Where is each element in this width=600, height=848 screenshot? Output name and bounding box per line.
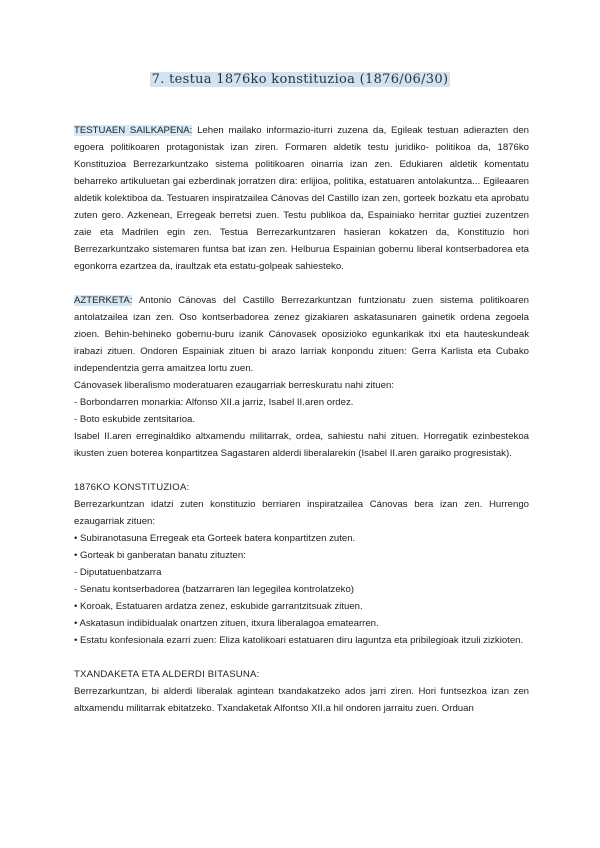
list-item: • Gorteak bi ganberatan banatu zituzten: [74,550,246,561]
section-azterketa-label: AZTERKETA: [74,295,133,306]
section-azterketa-closing: Isabel II.aren erreginaldiko altxamendu militarrak, ordea, sahiestu nahi zituen. Horregatik ezinbestekoa ikusten zuen boterea konpartitzea Sagastaren alderdi liberalarekin (Isabel II.aren garaiko progresistak). [74,431,529,459]
list-item: • Askatasun indibidualak onartzen zituen, itxura liberalagoa ematearren. [74,618,379,629]
document-body [74,122,529,734]
section-azterketa-paragraph [74,292,529,377]
section-sailkapena-paragraph [74,122,529,275]
list-item: • Subiranotasuna Erregeak eta Gorteek batera konpartitzen zuten. [74,533,356,544]
list-item: • Koroak, Estatuaren ardatza zenez, eskubide garrantzitsuak zituen. [74,601,363,612]
list-item: - Borbondarren monarkia: Alfonso XII.a jarriz, Isabel II.aren ordez. [74,397,354,408]
section-txandaketa-text: Berrezarkuntzan, bi alderdi liberalak agintean txandakatzeko ados jarri ziren. Hori funtsezkoa izan zen altxamendu militarrak ebitatzeko. Txandaketak Alfontso XII.a hil ondoren jarraitu zuen. Orduan [74,686,529,714]
section-sailkapena [74,122,529,275]
list-item: - Diputatuenbatzarra [74,567,162,578]
document-title-text: 7. testua 1876ko konstituzioa (1876/06/30) [151,72,449,87]
section-azterketa-text: Antonio Cánovas del Castillo Berrezarkuntzan funtzionatu zuen sistema politikoaren antolatzailea izan zen. Oso kontserbadorea zenez gizakiaren askatasunaren gainetik ordena zegoela zioen. Behin-behineko gobernu-buru izanik Cánovasek oposizioko egunkarikak itxi eta hauteskundeak irabazi zituen. Ondoren Espainiak zituen bi arazo larriak konpondu zituen: Gerra Karlista eta Cubako independentzia gerra amaitzea lortu zuen. [74,295,530,374]
list-item: - Boto eskubide zentsitarioa. [74,414,196,425]
section-sailkapena-label: TESTUAEN SAILKAPENA: [74,125,193,136]
section-konstituzioa-heading: 1876KO KONSTITUZIOA: [74,482,190,493]
section-azterketa [74,292,529,462]
list-item: • Estatu konfesionala ezarri zuen: Eliza katolikoari estatuaren diru laguntza eta pribilegioak itzuli zizkioten. [74,635,524,646]
section-konstituzioa [74,479,529,649]
list-item: - Senatu kontserbadorea (batzarraren lan legegilea kontrolatzeko) [74,584,354,595]
section-azterketa-intro: Cánovasek liberalismo moderatuaren ezaugarriak berreskuratu nahi zituen: [74,380,394,391]
section-txandaketa-heading: TXANDAKETA ETA ALDERDI BITASUNA: [74,669,260,680]
section-txandaketa [74,666,529,717]
section-sailkapena-text: Lehen mailako informazio-iturri zuzena da, Egileak testuan adierazten den egoera politikoaren protagonistak izan ziren. Formaren aldetik testu juridiko- politikoa da, 1876ko Konstituzioa Berrezarkuntzako sistema politikoaren oinarria izan zen. Edukiaren aldetik komentatu beharreko artikuluetan gai ezberdinak jorratzen dira: erlijioa, politika, estatuaren antolakuntza... Egileaaren aldetik kolektiboa da. Testuaren inspiratzailea Cánovas del Castillo izan zen, gorteek bozkatu eta aprobatu zuten gero. Azkenean, Erregeak berretsi zuen. Testu publikoa da, Espainiako herritar guztiei zuzentzen zaie eta Madrilen egin zen. Testua Berrezarkuntzaren hasieran kokatzen da, Konstituzio hori Berrezarkuntzako sistemaren funtsa bat izan zen. Helburua Espainian gobernu liberal kontserbadorea eta egonkorra ezartzea da, iraultzak eta estatu-golpeak sahiesteko. [74,125,529,272]
section-konstituzioa-intro: Berrezarkuntzan idatzi zuten konstituzio berriaren inspiratzailea Cánovas bera izan zen. Hurrengo ezaugarriak zituen: [74,499,529,527]
document-title [0,70,600,88]
